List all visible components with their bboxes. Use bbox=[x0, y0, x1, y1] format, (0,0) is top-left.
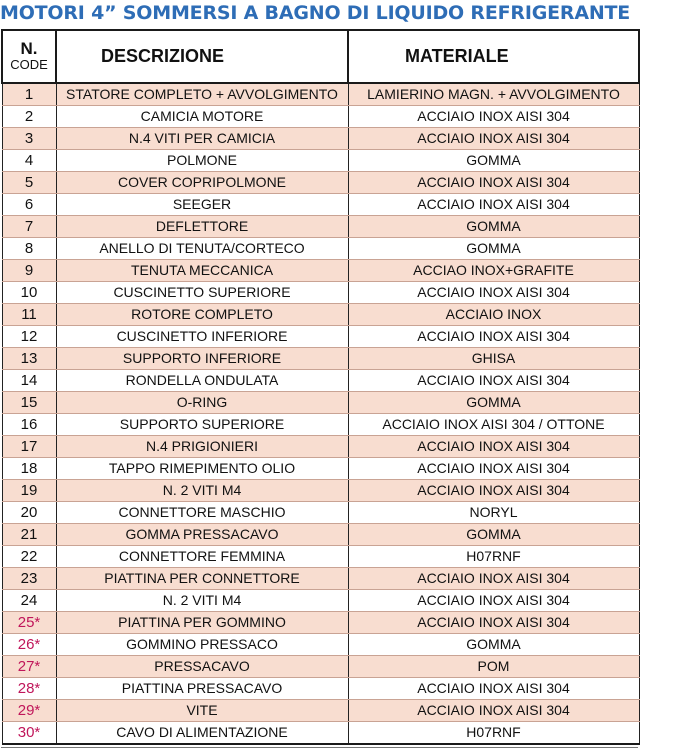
description-cell: POLMONE bbox=[56, 150, 348, 172]
material-cell: GOMMA bbox=[348, 392, 639, 414]
code-cell: 19 bbox=[2, 480, 56, 502]
material-cell: ACCIAIO INOX AISI 304 bbox=[348, 678, 639, 700]
table-row bbox=[2, 546, 639, 568]
code-cell: 17 bbox=[2, 436, 56, 458]
description-cell: PIATTINA PRESSACAVO bbox=[56, 678, 348, 700]
header-row bbox=[2, 30, 639, 83]
description-cell: TAPPO RIMEPIMENTO OLIO bbox=[56, 458, 348, 480]
table-row bbox=[2, 216, 639, 238]
material-cell: ACCIAIO INOX AISI 304 bbox=[348, 194, 639, 216]
table-row bbox=[2, 700, 639, 722]
table-row bbox=[2, 612, 639, 634]
table-row bbox=[2, 106, 639, 128]
material-cell: ACCIAIO INOX bbox=[348, 304, 639, 326]
table-row bbox=[2, 502, 639, 524]
table-header bbox=[2, 30, 639, 83]
material-cell: ACCIAIO INOX AISI 304 bbox=[348, 326, 639, 348]
table-row bbox=[2, 480, 639, 502]
table-row bbox=[2, 150, 639, 172]
material-cell: POM bbox=[348, 656, 639, 678]
code-cell: 21 bbox=[2, 524, 56, 546]
description-cell: TENUTA MECCANICA bbox=[56, 260, 348, 282]
table-row bbox=[2, 656, 639, 678]
description-cell: N. 2 VITI M4 bbox=[56, 590, 348, 612]
material-cell: GOMMA bbox=[348, 524, 639, 546]
code-cell: 9 bbox=[2, 260, 56, 282]
code-cell: 6 bbox=[2, 194, 56, 216]
material-cell: ACCIAIO INOX AISI 304 bbox=[348, 436, 639, 458]
table-row bbox=[2, 172, 639, 194]
code-cell: 7 bbox=[2, 216, 56, 238]
code-cell: 5 bbox=[2, 172, 56, 194]
table-row bbox=[2, 722, 639, 745]
bottom-rule bbox=[1, 747, 638, 748]
material-cell: ACCIAIO INOX AISI 304 bbox=[348, 612, 639, 634]
table-row bbox=[2, 260, 639, 282]
header-description: DESCRIZIONE bbox=[56, 30, 348, 83]
parts-table bbox=[1, 29, 640, 745]
description-cell: N.4 PRIGIONIERI bbox=[56, 436, 348, 458]
material-cell: ACCIAO INOX+GRAFITE bbox=[348, 260, 639, 282]
code-cell: 22 bbox=[2, 546, 56, 568]
description-cell: DEFLETTORE bbox=[56, 216, 348, 238]
table-row bbox=[2, 568, 639, 590]
material-cell: ACCIAIO INOX AISI 304 bbox=[348, 458, 639, 480]
table-row bbox=[2, 194, 639, 216]
code-cell: 15 bbox=[2, 392, 56, 414]
material-cell: H07RNF bbox=[348, 722, 639, 745]
code-cell: 12 bbox=[2, 326, 56, 348]
material-cell: ACCIAIO INOX AISI 304 / OTTONE bbox=[348, 414, 639, 436]
code-cell: 28* bbox=[2, 678, 56, 700]
table-row bbox=[2, 348, 639, 370]
table-row bbox=[2, 436, 639, 458]
code-cell: 25* bbox=[2, 612, 56, 634]
description-cell: CONNETTORE FEMMINA bbox=[56, 546, 348, 568]
description-cell: VITE bbox=[56, 700, 348, 722]
description-cell: PIATTINA PER GOMMINO bbox=[56, 612, 348, 634]
code-cell: 2 bbox=[2, 106, 56, 128]
material-cell: ACCIAIO INOX AISI 304 bbox=[348, 480, 639, 502]
table-row bbox=[2, 524, 639, 546]
material-cell: GOMMA bbox=[348, 216, 639, 238]
code-cell: 18 bbox=[2, 458, 56, 480]
code-cell: 13 bbox=[2, 348, 56, 370]
document-title: MOTORI 4” SOMMERSI A BAGNO DI LIQUIDO REFRIGERANTE bbox=[0, 2, 631, 24]
description-cell: CAMICIA MOTORE bbox=[56, 106, 348, 128]
code-cell: 10 bbox=[2, 282, 56, 304]
code-cell: 11 bbox=[2, 304, 56, 326]
description-cell: SUPPORTO INFERIORE bbox=[56, 348, 348, 370]
table-row bbox=[2, 238, 639, 260]
code-cell: 20 bbox=[2, 502, 56, 524]
table-row bbox=[2, 392, 639, 414]
table-row bbox=[2, 634, 639, 656]
table-row bbox=[2, 590, 639, 612]
material-cell: LAMIERINO MAGN. + AVVOLGIMENTO bbox=[348, 83, 639, 106]
material-cell: GOMMA bbox=[348, 634, 639, 656]
code-cell: 23 bbox=[2, 568, 56, 590]
material-cell: ACCIAIO INOX AISI 304 bbox=[348, 128, 639, 150]
description-cell: ANELLO DI TENUTA/CORTECO bbox=[56, 238, 348, 260]
material-cell: GOMMA bbox=[348, 238, 639, 260]
table-row bbox=[2, 678, 639, 700]
table-row bbox=[2, 458, 639, 480]
material-cell: H07RNF bbox=[348, 546, 639, 568]
description-cell: O-RING bbox=[56, 392, 348, 414]
table-row bbox=[2, 83, 639, 106]
header-code-line1: N. bbox=[20, 38, 38, 58]
code-cell: 16 bbox=[2, 414, 56, 436]
material-cell: ACCIAIO INOX AISI 304 bbox=[348, 282, 639, 304]
code-cell: 8 bbox=[2, 238, 56, 260]
description-cell: PIATTINA PER CONNETTORE bbox=[56, 568, 348, 590]
table-row bbox=[2, 326, 639, 348]
description-cell: N. 2 VITI M4 bbox=[56, 480, 348, 502]
code-cell: 3 bbox=[2, 128, 56, 150]
description-cell: GOMMA PRESSACAVO bbox=[56, 524, 348, 546]
description-cell: COVER COPRIPOLMONE bbox=[56, 172, 348, 194]
material-cell: ACCIAIO INOX AISI 304 bbox=[348, 590, 639, 612]
code-cell: 14 bbox=[2, 370, 56, 392]
code-cell: 26* bbox=[2, 634, 56, 656]
description-cell: CUSCINETTO INFERIORE bbox=[56, 326, 348, 348]
description-cell: STATORE COMPLETO + AVVOLGIMENTO bbox=[56, 83, 348, 106]
material-cell: ACCIAIO INOX AISI 304 bbox=[348, 106, 639, 128]
table-body bbox=[2, 83, 639, 744]
code-cell: 29* bbox=[2, 700, 56, 722]
description-cell: N.4 VITI PER CAMICIA bbox=[56, 128, 348, 150]
material-cell: ACCIAIO INOX AISI 304 bbox=[348, 370, 639, 392]
description-cell: CONNETTORE MASCHIO bbox=[56, 502, 348, 524]
material-cell: NORYL bbox=[348, 502, 639, 524]
description-cell: CAVO DI ALIMENTAZIONE bbox=[56, 722, 348, 745]
header-code-line2: CODE bbox=[10, 56, 48, 72]
code-cell: 30* bbox=[2, 722, 56, 745]
description-cell: CUSCINETTO SUPERIORE bbox=[56, 282, 348, 304]
table-row bbox=[2, 128, 639, 150]
code-cell: 4 bbox=[2, 150, 56, 172]
description-cell: PRESSACAVO bbox=[56, 656, 348, 678]
material-cell: ACCIAIO INOX AISI 304 bbox=[348, 700, 639, 722]
material-cell: ACCIAIO INOX AISI 304 bbox=[348, 568, 639, 590]
description-cell: SEEGER bbox=[56, 194, 348, 216]
code-cell: 1 bbox=[2, 83, 56, 106]
table-row bbox=[2, 282, 639, 304]
header-code bbox=[2, 30, 56, 83]
table-row bbox=[2, 370, 639, 392]
code-cell: 24 bbox=[2, 590, 56, 612]
table-row bbox=[2, 414, 639, 436]
description-cell: SUPPORTO SUPERIORE bbox=[56, 414, 348, 436]
material-cell: GHISA bbox=[348, 348, 639, 370]
description-cell: RONDELLA ONDULATA bbox=[56, 370, 348, 392]
material-cell: ACCIAIO INOX AISI 304 bbox=[348, 172, 639, 194]
table-row bbox=[2, 304, 639, 326]
header-material: MATERIALE bbox=[348, 30, 639, 83]
description-cell: ROTORE COMPLETO bbox=[56, 304, 348, 326]
material-cell: GOMMA bbox=[348, 150, 639, 172]
code-cell: 27* bbox=[2, 656, 56, 678]
description-cell: GOMMINO PRESSACO bbox=[56, 634, 348, 656]
